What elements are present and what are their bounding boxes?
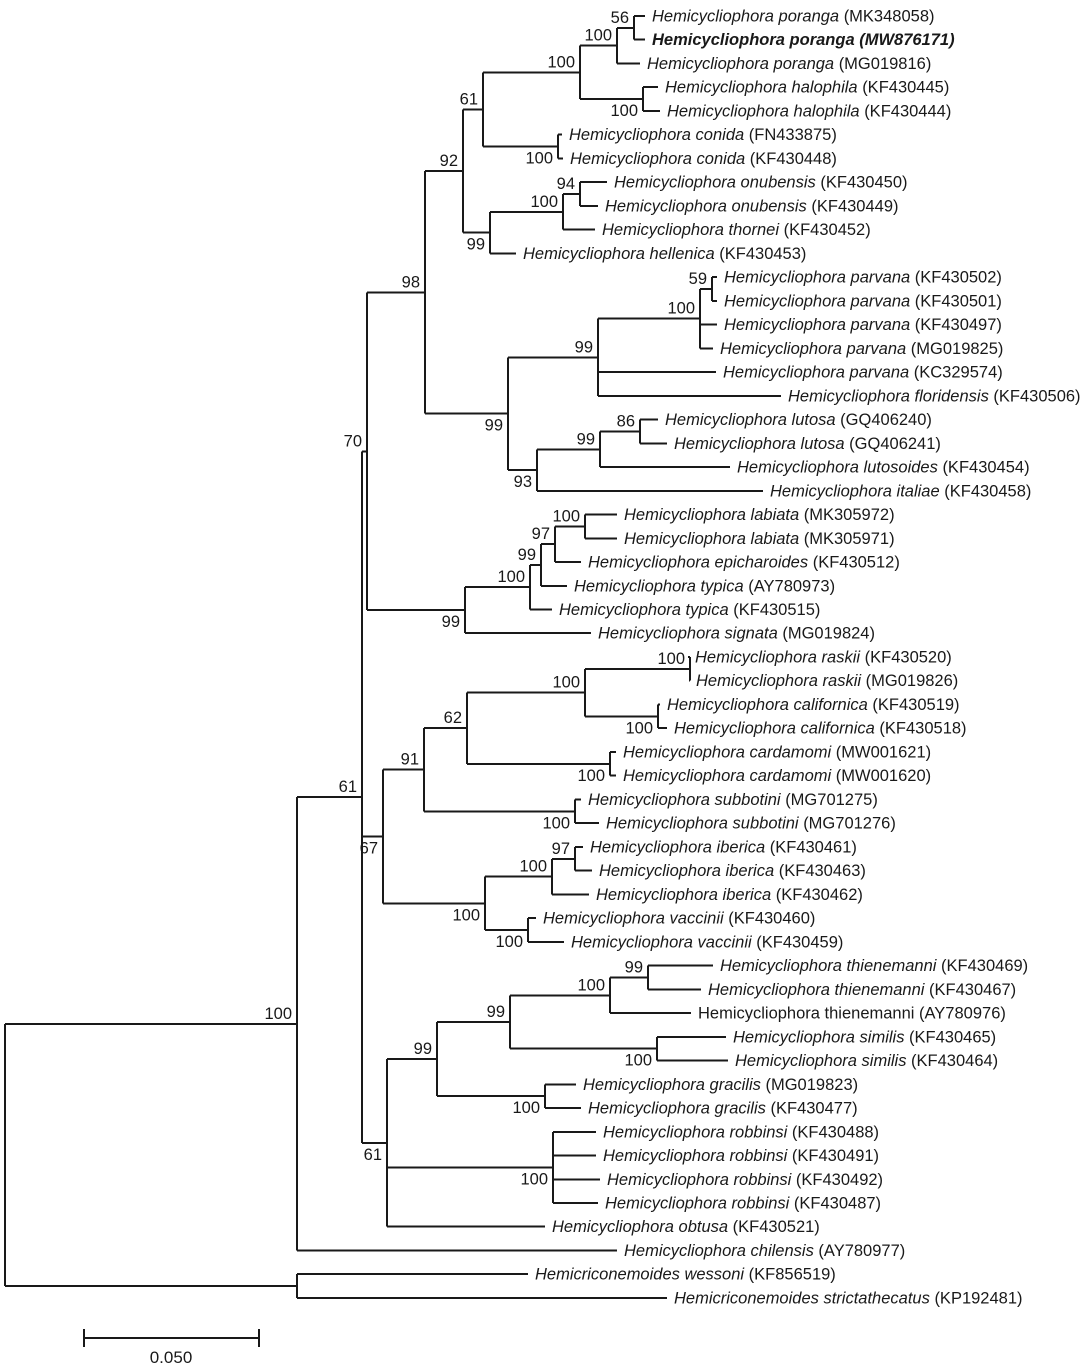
support-value: 61 xyxy=(338,778,357,797)
taxon-label: Hemicycliophora robbinsi (KF430487) xyxy=(605,1194,882,1213)
support-value: 99 xyxy=(624,958,643,977)
support-value: 99 xyxy=(486,1002,505,1021)
support-value: 97 xyxy=(531,525,550,544)
taxon-label: Hemicycliophora gracilis (KF430477) xyxy=(588,1099,858,1118)
taxon-label: Hemicycliophora halophila (KF430444) xyxy=(667,102,952,121)
support-value: 99 xyxy=(574,338,593,357)
support-value: 56 xyxy=(610,8,629,27)
support-value: 61 xyxy=(459,90,478,109)
support-value: 100 xyxy=(530,192,558,211)
taxon-label: Hemicycliophora epicharoides (KF430512) xyxy=(588,553,900,572)
support-value: 100 xyxy=(584,26,612,45)
support-value: 100 xyxy=(512,1099,540,1118)
support-value: 86 xyxy=(616,412,635,431)
taxon-label: Hemicycliophora subbotini (MG701275) xyxy=(588,790,878,809)
support-value: 100 xyxy=(542,814,570,833)
taxon-label: Hemicycliophora parvana (KC329574) xyxy=(723,363,1003,382)
taxon-label: Hemicycliophora parvana (KF430497) xyxy=(724,316,1002,335)
taxon-label: Hemicriconemoides strictathecatus (KP192481) xyxy=(674,1289,1023,1308)
taxon-label: Hemicycliophora lutosoides (KF430454) xyxy=(737,458,1030,477)
support-value: 99 xyxy=(517,545,536,564)
support-value: 100 xyxy=(552,507,580,526)
support-value: 100 xyxy=(547,53,575,72)
taxon-label: Hemicycliophora thienemanni (KF430469) xyxy=(720,957,1029,976)
support-value: 100 xyxy=(667,299,695,318)
support-value: 100 xyxy=(495,932,523,951)
taxon-label: Hemicycliophora robbinsi (KF430492) xyxy=(607,1170,884,1189)
support-value: 70 xyxy=(343,432,362,451)
taxon-label: Hemicycliophora similis (KF430465) xyxy=(733,1028,997,1047)
taxon-label: Hemicycliophora chilensis (AY780977) xyxy=(624,1241,906,1260)
taxon-label: Hemicycliophora floridensis (KF430506) xyxy=(788,387,1081,406)
support-value: 100 xyxy=(657,649,685,668)
support-value: 92 xyxy=(439,152,458,171)
taxon-label: Hemicycliophora signata (MG019824) xyxy=(598,624,875,643)
taxon-label: Hemicycliophora cardamomi (MW001620) xyxy=(623,767,932,786)
support-value: 62 xyxy=(443,709,462,728)
support-value: 94 xyxy=(556,175,575,194)
support-value: 100 xyxy=(264,1004,292,1023)
taxon-label: Hemicycliophora vaccinii (KF430459) xyxy=(571,933,844,952)
taxon-label: Hemicycliophora lutosa (GQ406240) xyxy=(665,411,932,430)
taxon-label: Hemicycliophora gracilis (MG019823) xyxy=(583,1075,859,1094)
taxon-label: Hemicycliophora similis (KF430464) xyxy=(735,1052,999,1071)
taxon-label: Hemicriconemoides wessoni (KF856519) xyxy=(535,1265,836,1284)
support-value: 98 xyxy=(401,273,420,292)
taxon-label: Hemicycliophora onubensis (KF430450) xyxy=(614,173,908,192)
taxon-label: Hemicycliophora thornei (KF430452) xyxy=(602,221,871,240)
taxon-label: Hemicycliophora iberica (KF430463) xyxy=(599,862,866,881)
taxon-label: Hemicycliophora raskii (KF430520) xyxy=(695,648,952,667)
support-value: 100 xyxy=(452,906,480,925)
taxon-label: Hemicycliophora obtusa (KF430521) xyxy=(552,1218,820,1237)
taxon-label: Hemicycliophora typica (AY780973) xyxy=(574,577,836,596)
taxon-label: Hemicycliophora robbinsi (KF430488) xyxy=(603,1123,880,1142)
taxon-label: Hemicycliophora parvana (MG019825) xyxy=(720,339,1004,358)
taxon-label: Hemicycliophora parvana (KF430502) xyxy=(724,268,1002,287)
taxon-label: Hemicycliophora conida (KF430448) xyxy=(570,149,837,168)
support-value: 100 xyxy=(519,857,547,876)
taxon-label: Hemicycliophora conida (FN433875) xyxy=(569,126,837,145)
support-value: 97 xyxy=(551,839,570,858)
support-value: 100 xyxy=(552,673,580,692)
support-value: 91 xyxy=(400,750,419,769)
taxon-label: Hemicycliophora vaccinii (KF430460) xyxy=(543,909,816,928)
support-value: 100 xyxy=(625,719,653,738)
taxon-label: Hemicycliophora iberica (KF430461) xyxy=(590,838,857,857)
support-value: 61 xyxy=(363,1145,382,1164)
support-value: 100 xyxy=(520,1170,548,1189)
taxon-label: Hemicycliophora parvana (KF430501) xyxy=(724,292,1002,311)
taxon-label: Hemicycliophora poranga (MG019816) xyxy=(647,54,932,73)
taxon-label: Hemicycliophora cardamomi (MW001621) xyxy=(623,743,932,762)
support-value: 93 xyxy=(513,473,532,492)
support-value: 99 xyxy=(484,416,503,435)
support-value: 100 xyxy=(577,976,605,995)
support-value: 99 xyxy=(413,1040,432,1059)
taxon-label: Hemicycliophora californica (KF430518) xyxy=(674,719,967,738)
support-value: 67 xyxy=(359,839,378,858)
support-value: 99 xyxy=(576,430,595,449)
taxon-label: Hemicycliophora iberica (KF430462) xyxy=(596,885,863,904)
taxon-label: Hemicycliophora labiata (MK305971) xyxy=(624,529,895,548)
support-value: 100 xyxy=(624,1051,652,1070)
taxon-label: Hemicycliophora thienemanni (KF430467) xyxy=(708,980,1017,999)
taxon-label: Hemicycliophora poranga (MK348058) xyxy=(652,7,935,26)
support-value: 100 xyxy=(577,766,605,785)
support-value: 99 xyxy=(441,613,460,632)
taxon-label: Hemicycliophora robbinsi (KF430491) xyxy=(603,1147,880,1166)
support-value: 99 xyxy=(466,235,485,254)
support-value: 59 xyxy=(688,270,707,289)
scale-bar-label: 0.050 xyxy=(149,1348,193,1365)
taxon-label: Hemicycliophora typica (KF430515) xyxy=(559,601,821,619)
support-value: 100 xyxy=(497,568,525,587)
taxon-label: Hemicycliophora labiata (MK305972) xyxy=(624,506,895,525)
taxon-label: Hemicycliophora thienemanni (AY780976) xyxy=(698,1004,1006,1023)
support-value: 100 xyxy=(525,149,553,168)
taxon-label: Hemicycliophora halophila (KF430445) xyxy=(665,78,950,97)
taxon-label: Hemicycliophora subbotini (MG701276) xyxy=(606,814,896,833)
taxon-label: Hemicycliophora californica (KF430519) xyxy=(667,695,960,714)
support-value: 100 xyxy=(610,102,638,121)
taxon-label: Hemicycliophora italiae (KF430458) xyxy=(770,482,1032,501)
taxon-label: Hemicycliophora poranga (MW876171) xyxy=(652,31,955,50)
taxon-label: Hemicycliophora onubensis (KF430449) xyxy=(605,197,899,216)
taxon-label: Hemicycliophora lutosa (GQ406241) xyxy=(674,434,941,453)
taxon-label: Hemicycliophora hellenica (KF430453) xyxy=(523,244,807,263)
taxon-label: Hemicycliophora raskii (MG019826) xyxy=(696,672,959,691)
